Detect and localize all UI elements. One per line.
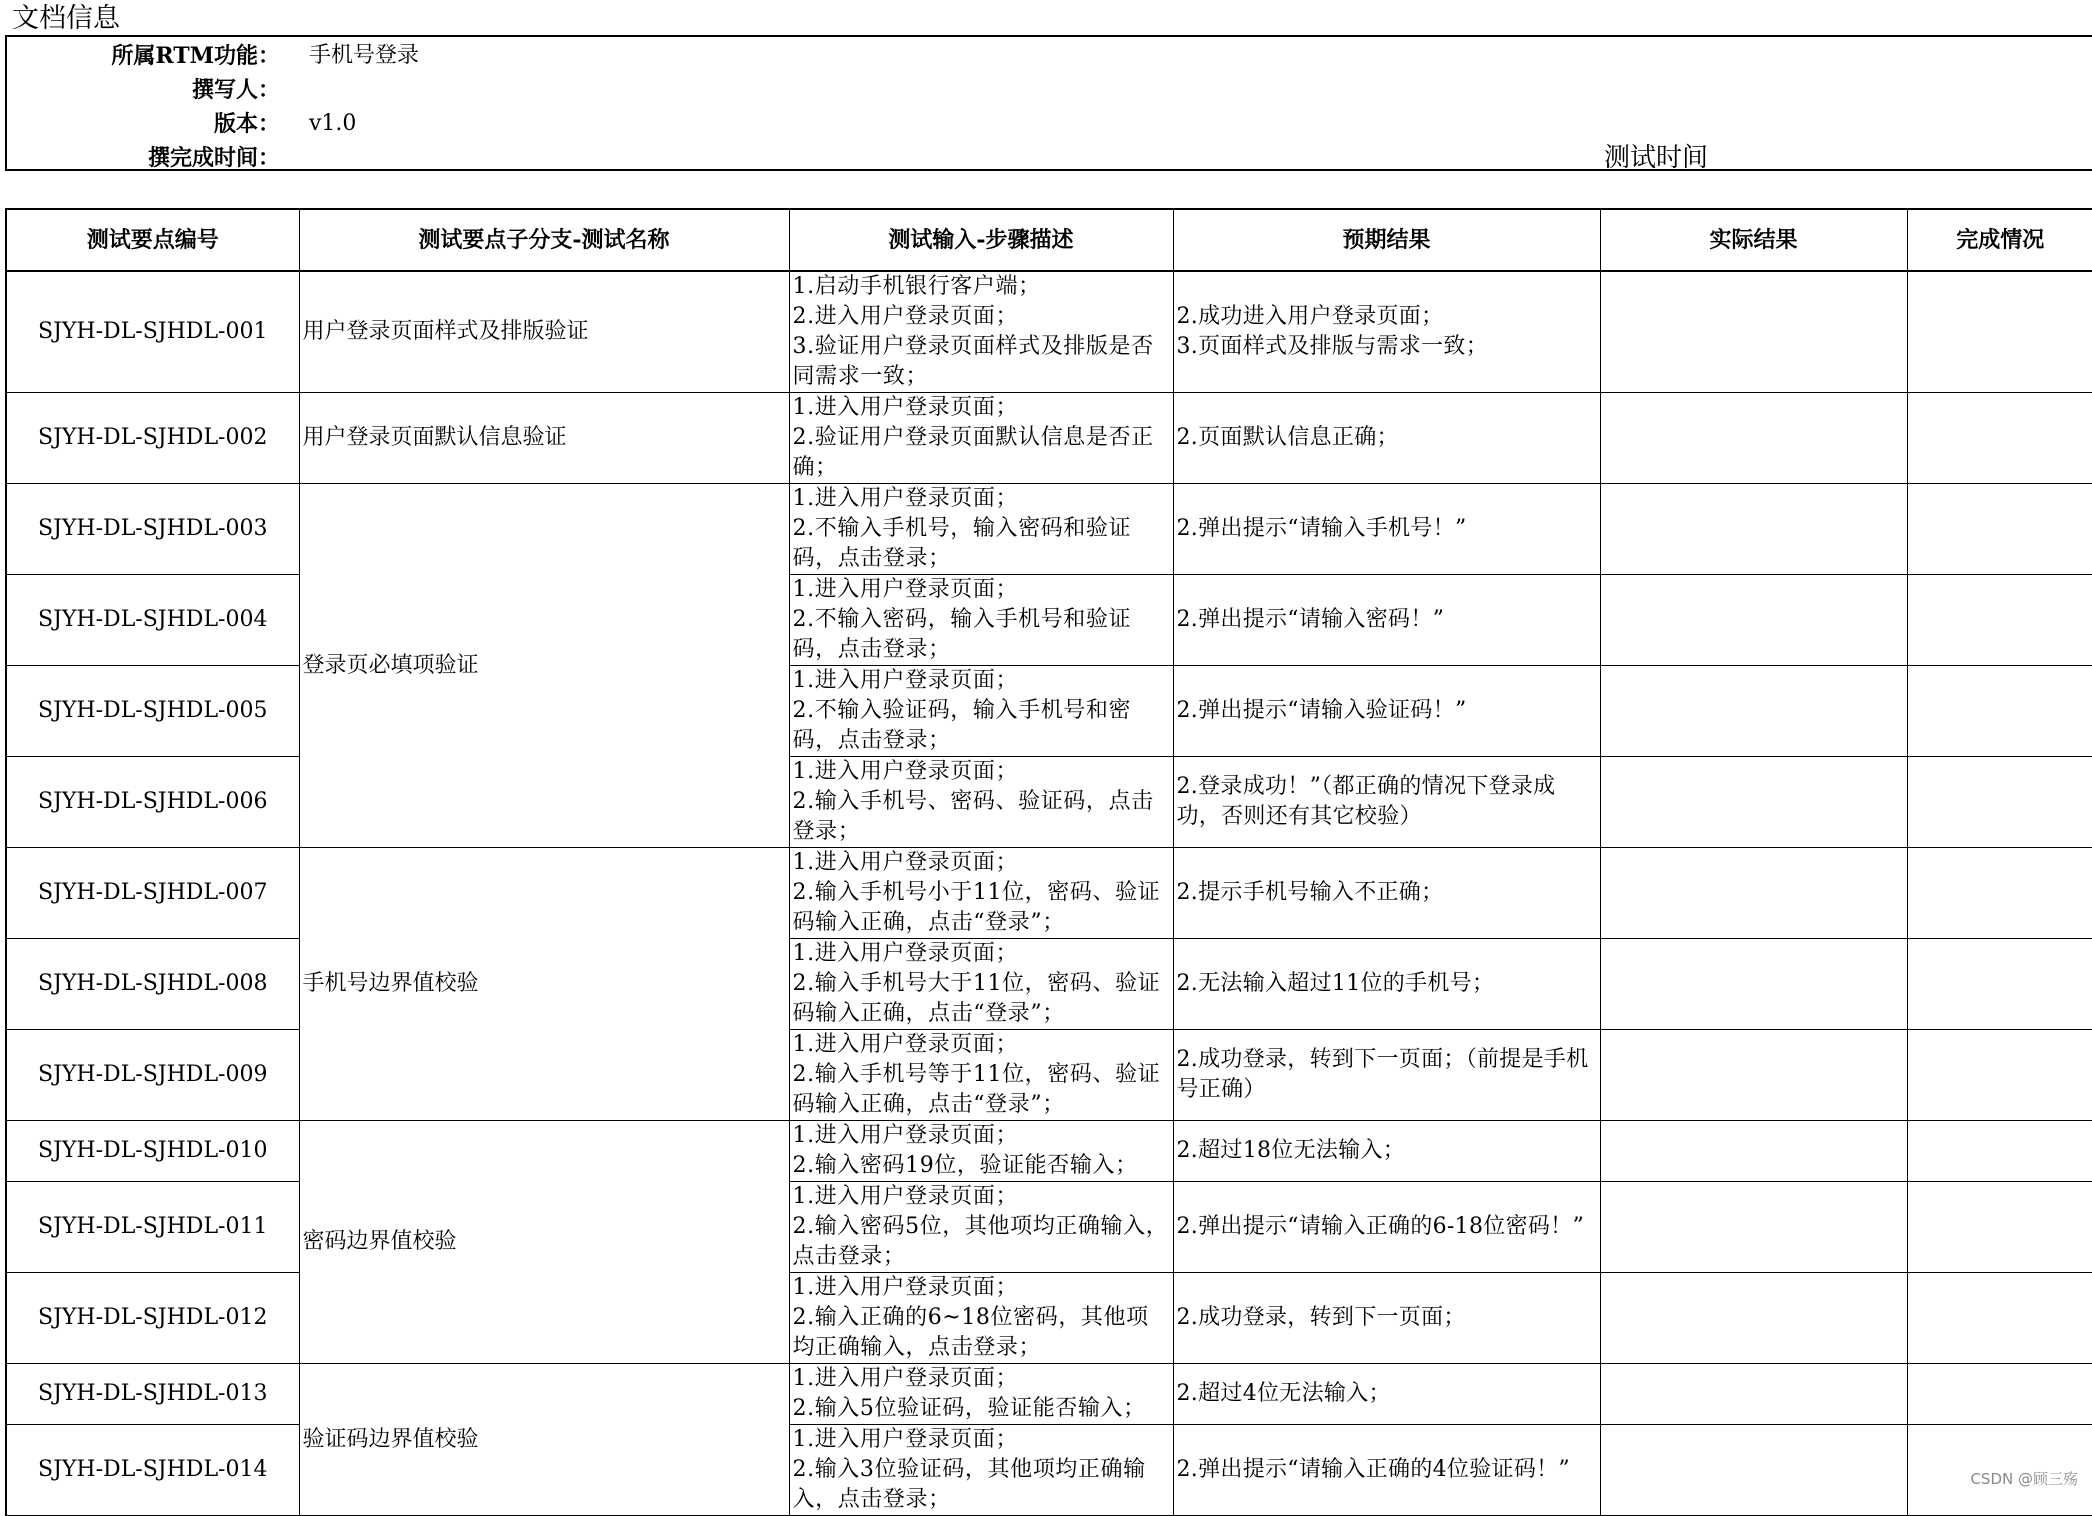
case-name-cell[interactable]: 用户登录页面样式及排版验证 <box>299 271 789 393</box>
expected-result-cell[interactable]: 2.登录成功！”（都正确的情况下登录成功，否则还有其它校验） <box>1173 757 1600 848</box>
step-line: 1.进入用户登录页面； <box>792 1032 1019 1057</box>
expected-result-cell[interactable]: 2.提示手机号输入不正确； <box>1173 848 1600 939</box>
actual-result-cell[interactable] <box>1600 575 1907 666</box>
case-id-cell[interactable]: SJYH-DL-SJHDL-004 <box>6 575 299 666</box>
steps-cell[interactable] <box>789 1121 1173 1182</box>
table-row <box>6 1364 2092 1425</box>
table-row <box>6 1121 2092 1182</box>
steps-cell[interactable] <box>789 1425 1173 1516</box>
case-id-cell[interactable]: SJYH-DL-SJHDL-012 <box>6 1273 299 1364</box>
actual-result-cell[interactable] <box>1600 1182 1907 1273</box>
status-cell[interactable] <box>1907 1364 2092 1425</box>
step-line: 2.输入正确的6~18位密码，其他项均正确输入，点击登录； <box>792 1305 1149 1360</box>
step-line: 1.进入用户登录页面； <box>792 395 1019 420</box>
actual-result-cell[interactable] <box>1600 848 1907 939</box>
expected-result-cell[interactable]: 2.弹出提示“请输入验证码！” <box>1173 666 1600 757</box>
expected-result-cell[interactable]: 2.成功进入用户登录页面； 3.页面样式及排版与需求一致； <box>1173 271 1600 393</box>
steps-cell[interactable] <box>789 848 1173 939</box>
step-line: 2.输入手机号小于11位，密码、验证码输入正确，点击“登录”； <box>792 880 1161 935</box>
header-case-name[interactable]: 测试要点子分支-测试名称 <box>299 209 789 271</box>
steps-cell[interactable] <box>789 1030 1173 1121</box>
case-id-cell[interactable]: SJYH-DL-SJHDL-006 <box>6 757 299 848</box>
step-line: 1.进入用户登录页面； <box>792 759 1019 784</box>
expected-result-cell[interactable]: 2.超过4位无法输入； <box>1173 1364 1600 1425</box>
step-line: 2.验证用户登录页面默认信息是否正确； <box>792 425 1154 480</box>
header-case-id[interactable]: 测试要点编号 <box>6 209 299 271</box>
status-cell[interactable] <box>1907 271 2092 393</box>
header-steps[interactable]: 测试输入-步骤描述 <box>789 209 1173 271</box>
actual-result-cell[interactable] <box>1600 939 1907 1030</box>
expected-result-cell[interactable]: 2.弹出提示“请输入手机号！” <box>1173 484 1600 575</box>
case-name-cell[interactable]: 验证码边界值校验 <box>299 1364 789 1516</box>
table-row <box>6 848 2092 939</box>
expected-result-cell[interactable]: 2.弹出提示“请输入密码！” <box>1173 575 1600 666</box>
step-line: 1.启动手机银行客户端； <box>792 274 1041 299</box>
actual-result-cell[interactable] <box>1600 1273 1907 1364</box>
step-line: 2.输入3位验证码，其他项均正确输入，点击登录； <box>792 1457 1146 1512</box>
doc-info-box <box>5 35 2092 171</box>
step-line: 2.不输入手机号，输入密码和验证码，点击登录； <box>792 516 1132 571</box>
version-value[interactable]: v1.0 <box>309 111 357 136</box>
table-row <box>6 393 2092 484</box>
case-id-cell[interactable]: SJYH-DL-SJHDL-002 <box>6 393 299 484</box>
steps-cell[interactable] <box>789 271 1173 393</box>
rtm-value[interactable]: 手机号登录 <box>309 43 420 68</box>
step-line: 3.验证用户登录页面样式及排版是否同需求一致； <box>792 334 1154 389</box>
case-id-cell[interactable]: SJYH-DL-SJHDL-007 <box>6 848 299 939</box>
case-name-cell[interactable]: 用户登录页面默认信息验证 <box>299 393 789 484</box>
expected-result-cell[interactable]: 2.弹出提示“请输入正确的6-18位密码！” <box>1173 1182 1600 1273</box>
status-cell[interactable] <box>1907 1182 2092 1273</box>
expected-result-cell[interactable]: 2.无法输入超过11位的手机号； <box>1173 939 1600 1030</box>
header-status[interactable]: 完成情况 <box>1907 209 2092 271</box>
steps-cell[interactable] <box>789 939 1173 1030</box>
status-cell[interactable] <box>1907 1121 2092 1182</box>
actual-result-cell[interactable] <box>1600 1425 1907 1516</box>
table-row <box>6 484 2092 575</box>
test-time-label: 测试时间 <box>1604 143 1709 173</box>
steps-cell[interactable] <box>789 484 1173 575</box>
actual-result-cell[interactable] <box>1600 1364 1907 1425</box>
step-line: 1.进入用户登录页面； <box>792 577 1019 602</box>
status-cell[interactable] <box>1907 1273 2092 1364</box>
status-cell[interactable] <box>1907 757 2092 848</box>
step-line: 2.输入密码19位，验证能否输入； <box>792 1153 1138 1178</box>
step-line: 1.进入用户登录页面； <box>792 1123 1019 1148</box>
case-id-cell[interactable]: SJYH-DL-SJHDL-008 <box>6 939 299 1030</box>
case-name-cell[interactable]: 登录页必填项验证 <box>299 484 789 848</box>
steps-cell[interactable] <box>789 666 1173 757</box>
step-line: 2.进入用户登录页面； <box>792 304 1019 329</box>
step-line: 1.进入用户登录页面； <box>792 1184 1019 1209</box>
case-id-cell[interactable]: SJYH-DL-SJHDL-014 <box>6 1425 299 1516</box>
step-line: 1.进入用户登录页面； <box>792 486 1019 511</box>
completion-time-label: 撰完成时间： <box>147 145 280 171</box>
table-header-row <box>6 209 2092 271</box>
case-id-cell[interactable]: SJYH-DL-SJHDL-001 <box>6 271 299 393</box>
steps-cell[interactable] <box>789 575 1173 666</box>
actual-result-cell[interactable] <box>1600 271 1907 393</box>
step-line: 1.进入用户登录页面； <box>792 941 1019 966</box>
case-id-cell[interactable]: SJYH-DL-SJHDL-013 <box>6 1364 299 1425</box>
status-cell[interactable] <box>1907 1030 2092 1121</box>
step-line: 1.进入用户登录页面； <box>792 1366 1019 1391</box>
step-line: 1.进入用户登录页面； <box>792 668 1019 693</box>
step-line: 2.输入手机号、密码、验证码，点击登录； <box>792 789 1154 844</box>
version-label: 版本： <box>213 111 280 137</box>
case-id-cell[interactable]: SJYH-DL-SJHDL-005 <box>6 666 299 757</box>
step-line: 2.输入手机号等于11位，密码、验证码输入正确，点击“登录”； <box>792 1062 1161 1117</box>
case-id-cell[interactable]: SJYH-DL-SJHDL-011 <box>6 1182 299 1273</box>
case-id-cell[interactable]: SJYH-DL-SJHDL-010 <box>6 1121 299 1182</box>
expected-result-cell[interactable]: 2.成功登录，转到下一页面；（前提是手机号正确） <box>1173 1030 1600 1121</box>
actual-result-cell[interactable] <box>1600 484 1907 575</box>
step-line: 1.进入用户登录页面； <box>792 850 1019 875</box>
steps-cell[interactable] <box>789 1364 1173 1425</box>
expected-result-cell[interactable]: 2.超过18位无法输入； <box>1173 1121 1600 1182</box>
steps-cell[interactable] <box>789 757 1173 848</box>
steps-cell[interactable] <box>789 1182 1173 1273</box>
actual-result-cell[interactable] <box>1600 393 1907 484</box>
case-name-cell[interactable]: 手机号边界值校验 <box>299 848 789 1121</box>
actual-result-cell[interactable] <box>1600 757 1907 848</box>
step-line: 2.输入手机号大于11位，密码、验证码输入正确，点击“登录”； <box>792 971 1161 1026</box>
expected-result-cell[interactable]: 2.页面默认信息正确； <box>1173 393 1600 484</box>
status-cell[interactable] <box>1907 393 2092 484</box>
author-label: 撰写人： <box>191 77 280 103</box>
step-line: 1.进入用户登录页面； <box>792 1427 1019 1452</box>
table-body <box>6 271 2092 1516</box>
case-id-cell[interactable]: SJYH-DL-SJHDL-003 <box>6 484 299 575</box>
step-line: 2.不输入验证码，输入手机号和密码，点击登录； <box>792 698 1132 753</box>
step-line: 2.不输入密码，输入手机号和验证码，点击登录； <box>792 607 1132 662</box>
doc-info-title: 文档信息 <box>12 3 120 34</box>
watermark: CSDN @顾三殇 <box>1970 1470 2078 1488</box>
actual-result-cell[interactable] <box>1600 1030 1907 1121</box>
header-expected[interactable]: 预期结果 <box>1173 209 1600 271</box>
header-actual[interactable]: 实际结果 <box>1600 209 1907 271</box>
step-line: 1.进入用户登录页面； <box>792 1275 1019 1300</box>
case-id-cell[interactable]: SJYH-DL-SJHDL-009 <box>6 1030 299 1121</box>
table-row <box>6 271 2092 393</box>
case-name-cell[interactable]: 密码边界值校验 <box>299 1121 789 1364</box>
status-cell[interactable] <box>1907 848 2092 939</box>
step-line: 2.输入密码5位，其他项均正确输入，点击登录； <box>792 1214 1169 1269</box>
steps-cell[interactable] <box>789 1273 1173 1364</box>
actual-result-cell[interactable] <box>1600 1121 1907 1182</box>
steps-cell[interactable] <box>789 393 1173 484</box>
rtm-label: 所属RTM功能： <box>111 43 280 69</box>
actual-result-cell[interactable] <box>1600 666 1907 757</box>
expected-result-cell[interactable]: 2.弹出提示“请输入正确的4位验证码！” <box>1173 1425 1600 1516</box>
expected-result-cell[interactable]: 2.成功登录，转到下一页面； <box>1173 1273 1600 1364</box>
test-case-table <box>5 208 2092 1516</box>
step-line: 2.输入5位验证码，验证能否输入； <box>792 1396 1146 1421</box>
status-cell[interactable] <box>1907 484 2092 575</box>
status-cell[interactable] <box>1907 666 2092 757</box>
status-cell[interactable] <box>1907 939 2092 1030</box>
status-cell[interactable] <box>1907 575 2092 666</box>
